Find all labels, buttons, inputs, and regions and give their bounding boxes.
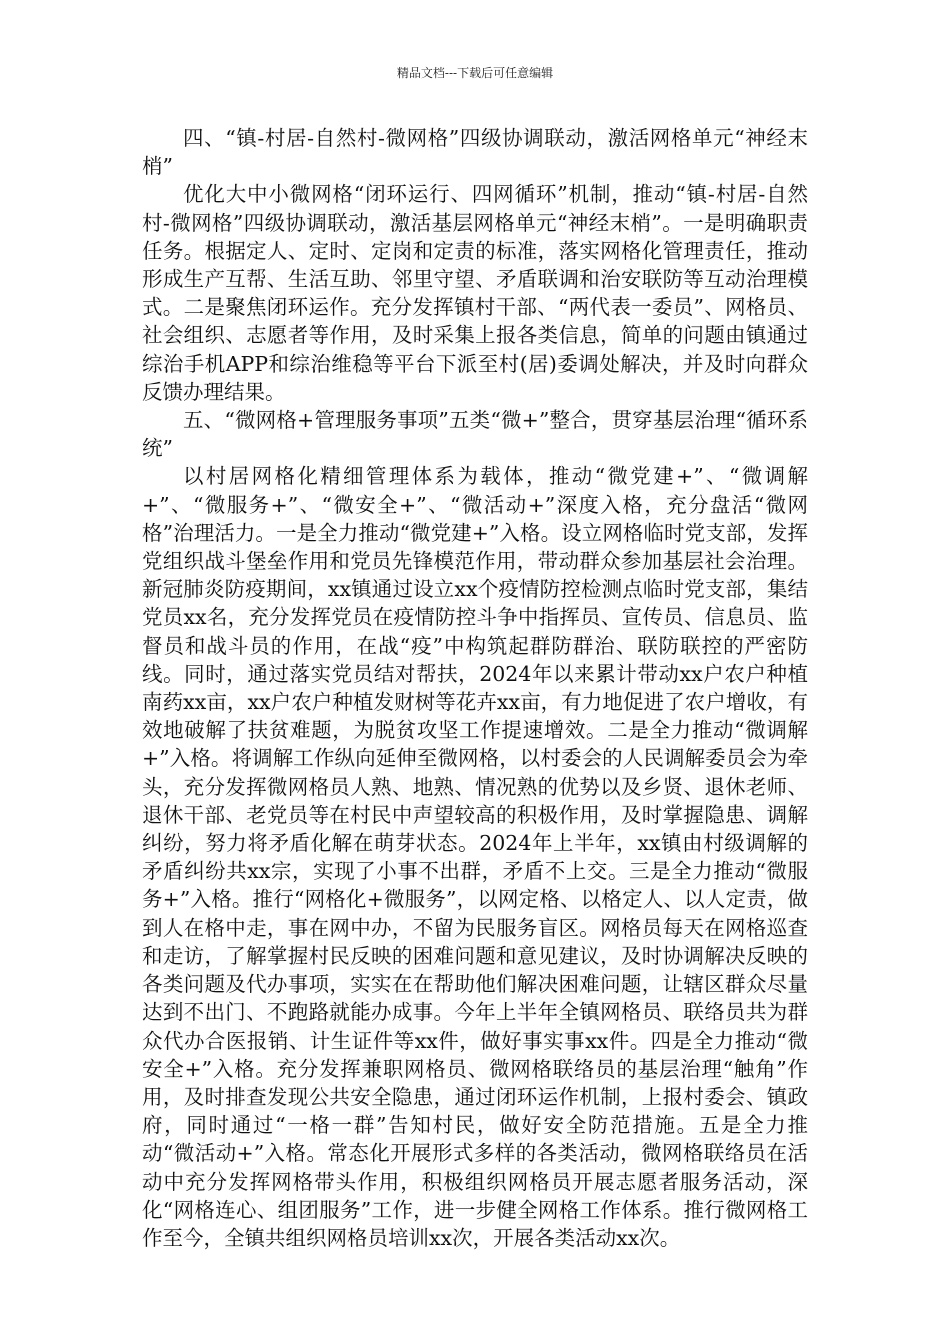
- document-body: [142, 124, 808, 1252]
- page-header: 精品文档---下载后可任意编辑: [396, 66, 554, 80]
- section-four-body: 优化大中小微网格“闭环运行、四网循环”机制，推动“镇-村居-自然村-微网格”四级协调联动，激活基层网格单元“神经末梢”。一是明确职责任务。根据定人、定时、定岗和定责的标准，落实网格化管理责任，推动形成生产互帮、生活互助、邻里守望、矛盾联调和治安联防等互动治理模式。二是聚焦闭环运作。充分发挥镇村干部、“两代表一委员”、网格员、社会组织、志愿者等作用，及时采集上报各类信息，简单的问题由镇通过综治手机APP和综治维稳等平台下派至村(居)委调处解决，并及时向群众反馈办理结果。: [142, 182, 808, 404]
- section-five-body: 以村居网格化精细管理体系为载体，推动“微党建+”、“微调解+”、“微服务+”、“微安全+”、“微活动+”深度入格，充分盘活“微网格”治理活力。一是全力推动“微党建+”入格。设立网格临时党支部，发挥党组织战斗堡垒作用和党员先锋模范作用，带动群众参加基层社会治理。新冠肺炎防疫期间，xx镇通过设立xx个疫情防控检测点临时党支部，集结党员xx名，充分发挥党员在疫情防控斗争中指挥员、宣传员、信息员、监督员和战斗员的作用，在战“疫”中构筑起群防群治、联防联控的严密防线。同时，通过落实党员结对帮扶，2024年以来累计带动xx户农户种植南药xx亩，xx户农户种植发财树等花卉xx亩，有力地促进了农户增收，有效地破解了扶贫难题，为脱贫攻坚工作提速增效。二是全力推动“微调解+”入格。将调解工作纵向延伸至微网格，以村委会的人民调解委员会为牵头，充分发挥微网格员人熟、地熟、情况熟的优势以及乡贤、退休老师、退休干部、老党员等在村民中声望较高的积极作用，及时掌握隐患、调解纠纷，努力将矛盾化解在萌芽状态。2024年上半年，xx镇由村级调解的矛盾纠纷共xx宗，实现了小事不出群，矛盾不上交。三是全力推动“微服务+”入格。推行“网格化+微服务”，以网定格、以格定人、以人定责，做到人在格中走，事在网中办，不留为民服务盲区。网格员每天在网格巡查和走访，了解掌握村民反映的困难问题和意见建议，及时协调解决反映的各类问题及代办事项，实实在在帮助他们解决困难问题，让辖区群众尽量达到不出门、不跑路就能办成事。今年上半年全镇网格员、联络员共为群众代办合医报销、计生证件等xx件，做好事实事xx件。四是全力推动“微安全+”入格。充分发挥兼职网格员、微网格联络员的基层治理“触角”作用，及时排查发现公共安全隐患，通过闭环运作机制，上报村委会、镇政府，同时通过“一格一群”告知村民，做好安全防范措施。五是全力推动“微活动+”入格。常态化开展形式多样的各类活动，微网格联络员在活动中充分发挥网格带头作用，积极组织网格员开展志愿者服务活动，深化“网格连心、组团服务”工作，进一步健全网格工作体系。推行微网格工作至今，全镇共组织网格员培训xx次，开展各类活动xx次。: [142, 464, 808, 1250]
- section-four-heading: 四、“镇-村居-自然村-微网格”四级协调联动，激活网格单元“神经末梢”: [142, 126, 808, 179]
- section-five-heading: 五、“微网格+管理服务事项”五类“微+”整合，贯穿基层治理“循环系统”: [142, 408, 808, 461]
